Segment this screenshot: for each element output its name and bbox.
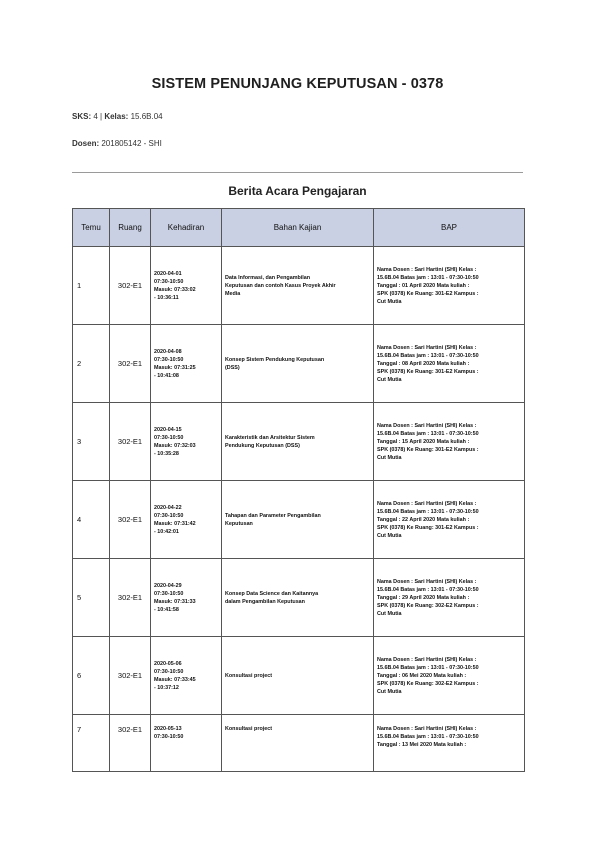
- cell-temu: 5: [73, 559, 110, 637]
- kelas-value: 15.6B.04: [128, 112, 163, 121]
- cell-kehadiran-line: 2020-04-01: [154, 270, 182, 277]
- cell-bahan-kajian-line: Karakteristik dan Arsitektur Sistem: [225, 434, 315, 441]
- header-bap: BAP: [374, 209, 525, 247]
- cell-kehadiran-line: 07:30-10:50: [154, 734, 184, 740]
- cell-kehadiran-line: - 10:41:58: [154, 606, 179, 613]
- course-meta-line: [72, 112, 163, 121]
- table-row: [73, 481, 525, 559]
- cell-kehadiran-line: 07:30-10:50: [154, 434, 184, 441]
- teaching-report-table: [72, 208, 525, 772]
- header-bahan-kajian: Bahan Kajian: [222, 209, 374, 247]
- cell-temu: 6: [73, 637, 110, 715]
- table-row: [73, 559, 525, 637]
- cell-bap-line: 15.6B.04 Batas jam : 13:01 - 07:30-10:50: [377, 430, 479, 437]
- cell-kehadiran-line: 07:30-10:50: [154, 590, 184, 597]
- cell-bahan-kajian: [222, 559, 374, 637]
- kelas-label: Kelas:: [104, 112, 129, 121]
- section-title: Berita Acara Pengajaran: [228, 184, 367, 198]
- dosen-value: 201805142 - SHI: [99, 139, 162, 148]
- cell-bahan-kajian-line: Konsultasi project: [225, 726, 273, 732]
- page-title: SISTEM PENUNJANG KEPUTUSAN - 0378: [151, 76, 444, 92]
- section-divider: [72, 172, 523, 173]
- cell-temu: 2: [73, 325, 110, 403]
- cell-bap-line: Tanggal : 08 April 2020 Mata kuliah :: [377, 360, 470, 367]
- cell-bahan-kajian: [222, 325, 374, 403]
- cell-bahan-kajian-line: Konsultasi project: [225, 672, 273, 679]
- cell-bahan-kajian: [222, 247, 374, 325]
- cell-bap-line: Nama Dosen : Sari Hartini (SHI) Kelas :: [377, 656, 477, 663]
- cell-bap: [374, 247, 525, 325]
- cell-ruang: 302-E1: [110, 715, 151, 772]
- lecturer-meta-line: [72, 139, 162, 148]
- cell-bap-line: Tanggal : 22 April 2020 Mata kuliah :: [377, 516, 470, 523]
- cell-bap-line: Cut Mutia: [377, 688, 402, 695]
- cell-bap-line: Cut Mutia: [377, 610, 402, 617]
- cell-bap-line: Nama Dosen : Sari Hartini (SHI) Kelas :: [377, 344, 477, 351]
- cell-bap-line: 15.6B.04 Batas jam : 13:01 - 07:30-10:50: [377, 586, 479, 593]
- cell-kehadiran-line: - 10:42:01: [154, 528, 179, 535]
- cell-kehadiran-line: Masuk: 07:31:33: [154, 598, 196, 605]
- table-row: [73, 403, 525, 481]
- cell-bap: [374, 481, 525, 559]
- cell-bap-line: SPK (0378) Ke Ruang: 302-E2 Kampus :: [377, 680, 479, 687]
- cell-bap: [374, 403, 525, 481]
- cell-bap-line: Cut Mutia: [377, 376, 402, 383]
- cell-kehadiran-line: 2020-05-13: [154, 726, 182, 732]
- cell-bahan-kajian-line: (DSS): [225, 364, 240, 371]
- cell-kehadiran-line: 2020-05-06: [154, 660, 182, 667]
- cell-kehadiran-line: - 10:41:08: [154, 372, 179, 379]
- cell-bap-line: Tanggal : 29 April 2020 Mata kuliah :: [377, 594, 470, 601]
- header-ruang: Ruang: [110, 209, 151, 247]
- cell-bahan-kajian-line: Keputusan dan contoh Kasus Proyek Akhir: [225, 282, 336, 289]
- cell-kehadiran-line: - 10:36:11: [154, 294, 179, 301]
- cell-kehadiran: [151, 637, 222, 715]
- cell-bap-line: Nama Dosen : Sari Hartini (SHI) Kelas :: [377, 726, 477, 732]
- cell-bap-line: SPK (0378) Ke Ruang: 301-E2 Kampus :: [377, 446, 479, 453]
- cell-bap-line: SPK (0378) Ke Ruang: 301-E2 Kampus :: [377, 290, 479, 297]
- cell-bahan-kajian-line: Data Informasi, dan Pengambilan: [225, 274, 311, 281]
- header-kehadiran: Kehadiran: [151, 209, 222, 247]
- cell-bahan-kajian-line: Media: [225, 290, 241, 297]
- cell-ruang: 302-E1: [110, 325, 151, 403]
- sks-value: 4 |: [91, 112, 105, 121]
- cell-temu: 7: [73, 715, 110, 772]
- cell-kehadiran-line: - 10:37:12: [154, 684, 179, 691]
- cell-bap: [374, 325, 525, 403]
- cell-bap-line: SPK (0378) Ke Ruang: 301-E2 Kampus :: [377, 524, 479, 531]
- cell-bahan-kajian-line: Konsep Data Science dan Kaitannya: [225, 590, 319, 597]
- cell-bap-line: SPK (0378) Ke Ruang: 302-E2 Kampus :: [377, 602, 479, 609]
- cell-kehadiran-line: - 10:35:28: [154, 450, 179, 457]
- header-temu: Temu: [73, 209, 110, 247]
- cell-bap-line: Cut Mutia: [377, 532, 402, 539]
- cell-kehadiran-line: Masuk: 07:31:42: [154, 520, 196, 527]
- cell-bap-line: 15.6B.04 Batas jam : 13:01 - 07:30-10:50: [377, 508, 479, 515]
- cell-kehadiran-line: 07:30-10:50: [154, 356, 184, 363]
- cell-kehadiran-line: Masuk: 07:33:02: [154, 286, 196, 293]
- cell-bahan-kajian: [222, 637, 374, 715]
- cell-kehadiran: [151, 715, 222, 772]
- cell-kehadiran-line: 07:30-10:50: [154, 668, 184, 675]
- cell-bap-line: Nama Dosen : Sari Hartini (SHI) Kelas :: [377, 578, 477, 585]
- cell-bahan-kajian-line: Tahapan dan Parameter Pengambilan: [225, 512, 321, 519]
- cell-kehadiran: [151, 403, 222, 481]
- sks-label: SKS:: [72, 112, 92, 121]
- cell-kehadiran-line: Masuk: 07:33:45: [154, 676, 196, 683]
- cell-bap-line: Nama Dosen : Sari Hartini (SHI) Kelas :: [377, 422, 477, 429]
- cell-temu: 4: [73, 481, 110, 559]
- cell-bap-line: 15.6B.04 Batas jam : 13:01 - 07:30-10:50: [377, 352, 479, 359]
- cell-kehadiran-line: 07:30-10:50: [154, 512, 184, 519]
- cell-bap-line: Nama Dosen : Sari Hartini (SHI) Kelas :: [377, 266, 477, 273]
- cell-bap: [374, 559, 525, 637]
- cell-bahan-kajian: [222, 715, 374, 772]
- table-body: [73, 247, 525, 772]
- cell-bap-line: Tanggal : 01 April 2020 Mata kuliah :: [377, 282, 470, 289]
- cell-ruang: 302-E1: [110, 559, 151, 637]
- cell-kehadiran: [151, 559, 222, 637]
- cell-bap-line: Tanggal : 15 April 2020 Mata kuliah :: [377, 438, 470, 445]
- cell-bap-line: 15.6B.04 Batas jam : 13:01 - 07:30-10:50: [377, 274, 479, 281]
- cell-bap-line: Cut Mutia: [377, 298, 402, 305]
- cell-kehadiran: [151, 325, 222, 403]
- cell-bahan-kajian: [222, 481, 374, 559]
- cell-kehadiran-line: Masuk: 07:31:25: [154, 364, 196, 371]
- cell-bahan-kajian: [222, 403, 374, 481]
- cell-bahan-kajian-line: dalam Pengambilan Keputusan: [225, 598, 305, 605]
- dosen-label: Dosen:: [72, 139, 100, 148]
- cell-ruang: 302-E1: [110, 481, 151, 559]
- cell-kehadiran-line: 2020-04-29: [154, 582, 182, 589]
- cell-kehadiran-line: 07:30-10:50: [154, 278, 184, 285]
- table-row: [73, 247, 525, 325]
- cell-bap: [374, 715, 525, 772]
- cell-bap-line: Nama Dosen : Sari Hartini (SHI) Kelas :: [377, 500, 477, 507]
- cell-bap-line: 15.6B.04 Batas jam : 13:01 - 07:30-10:50: [377, 734, 479, 740]
- cell-bap-line: Cut Mutia: [377, 454, 402, 461]
- cell-bap-line: Tanggal : 06 Mei 2020 Mata kuliah :: [377, 672, 467, 679]
- cell-ruang: 302-E1: [110, 403, 151, 481]
- table-header-row: [73, 209, 525, 247]
- cell-kehadiran-line: Masuk: 07:32:03: [154, 442, 196, 449]
- cell-bap: [374, 637, 525, 715]
- cell-bap-line: 15.6B.04 Batas jam : 13:01 - 07:30-10:50: [377, 664, 479, 671]
- table-row: [73, 637, 525, 715]
- cell-bap-line: Tanggal : 13 Mei 2020 Mata kuliah :: [377, 742, 467, 748]
- table-row: [73, 715, 525, 772]
- cell-kehadiran-line: 2020-04-08: [154, 348, 182, 355]
- cell-ruang: 302-E1: [110, 637, 151, 715]
- cell-kehadiran: [151, 247, 222, 325]
- cell-bahan-kajian-line: Konsep Sistem Pendukung Keputusan: [225, 356, 325, 363]
- cell-kehadiran-line: 2020-04-15: [154, 426, 182, 433]
- cell-kehadiran-line: 2020-04-22: [154, 504, 182, 511]
- cell-bap-line: SPK (0378) Ke Ruang: 301-E2 Kampus :: [377, 368, 479, 375]
- cell-kehadiran: [151, 481, 222, 559]
- cell-bahan-kajian-line: Pendukung Keputusan (DSS): [225, 442, 300, 449]
- cell-temu: 1: [73, 247, 110, 325]
- cell-temu: 3: [73, 403, 110, 481]
- cell-ruang: 302-E1: [110, 247, 151, 325]
- cell-bahan-kajian-line: Keputusan: [225, 520, 253, 527]
- table-row: [73, 325, 525, 403]
